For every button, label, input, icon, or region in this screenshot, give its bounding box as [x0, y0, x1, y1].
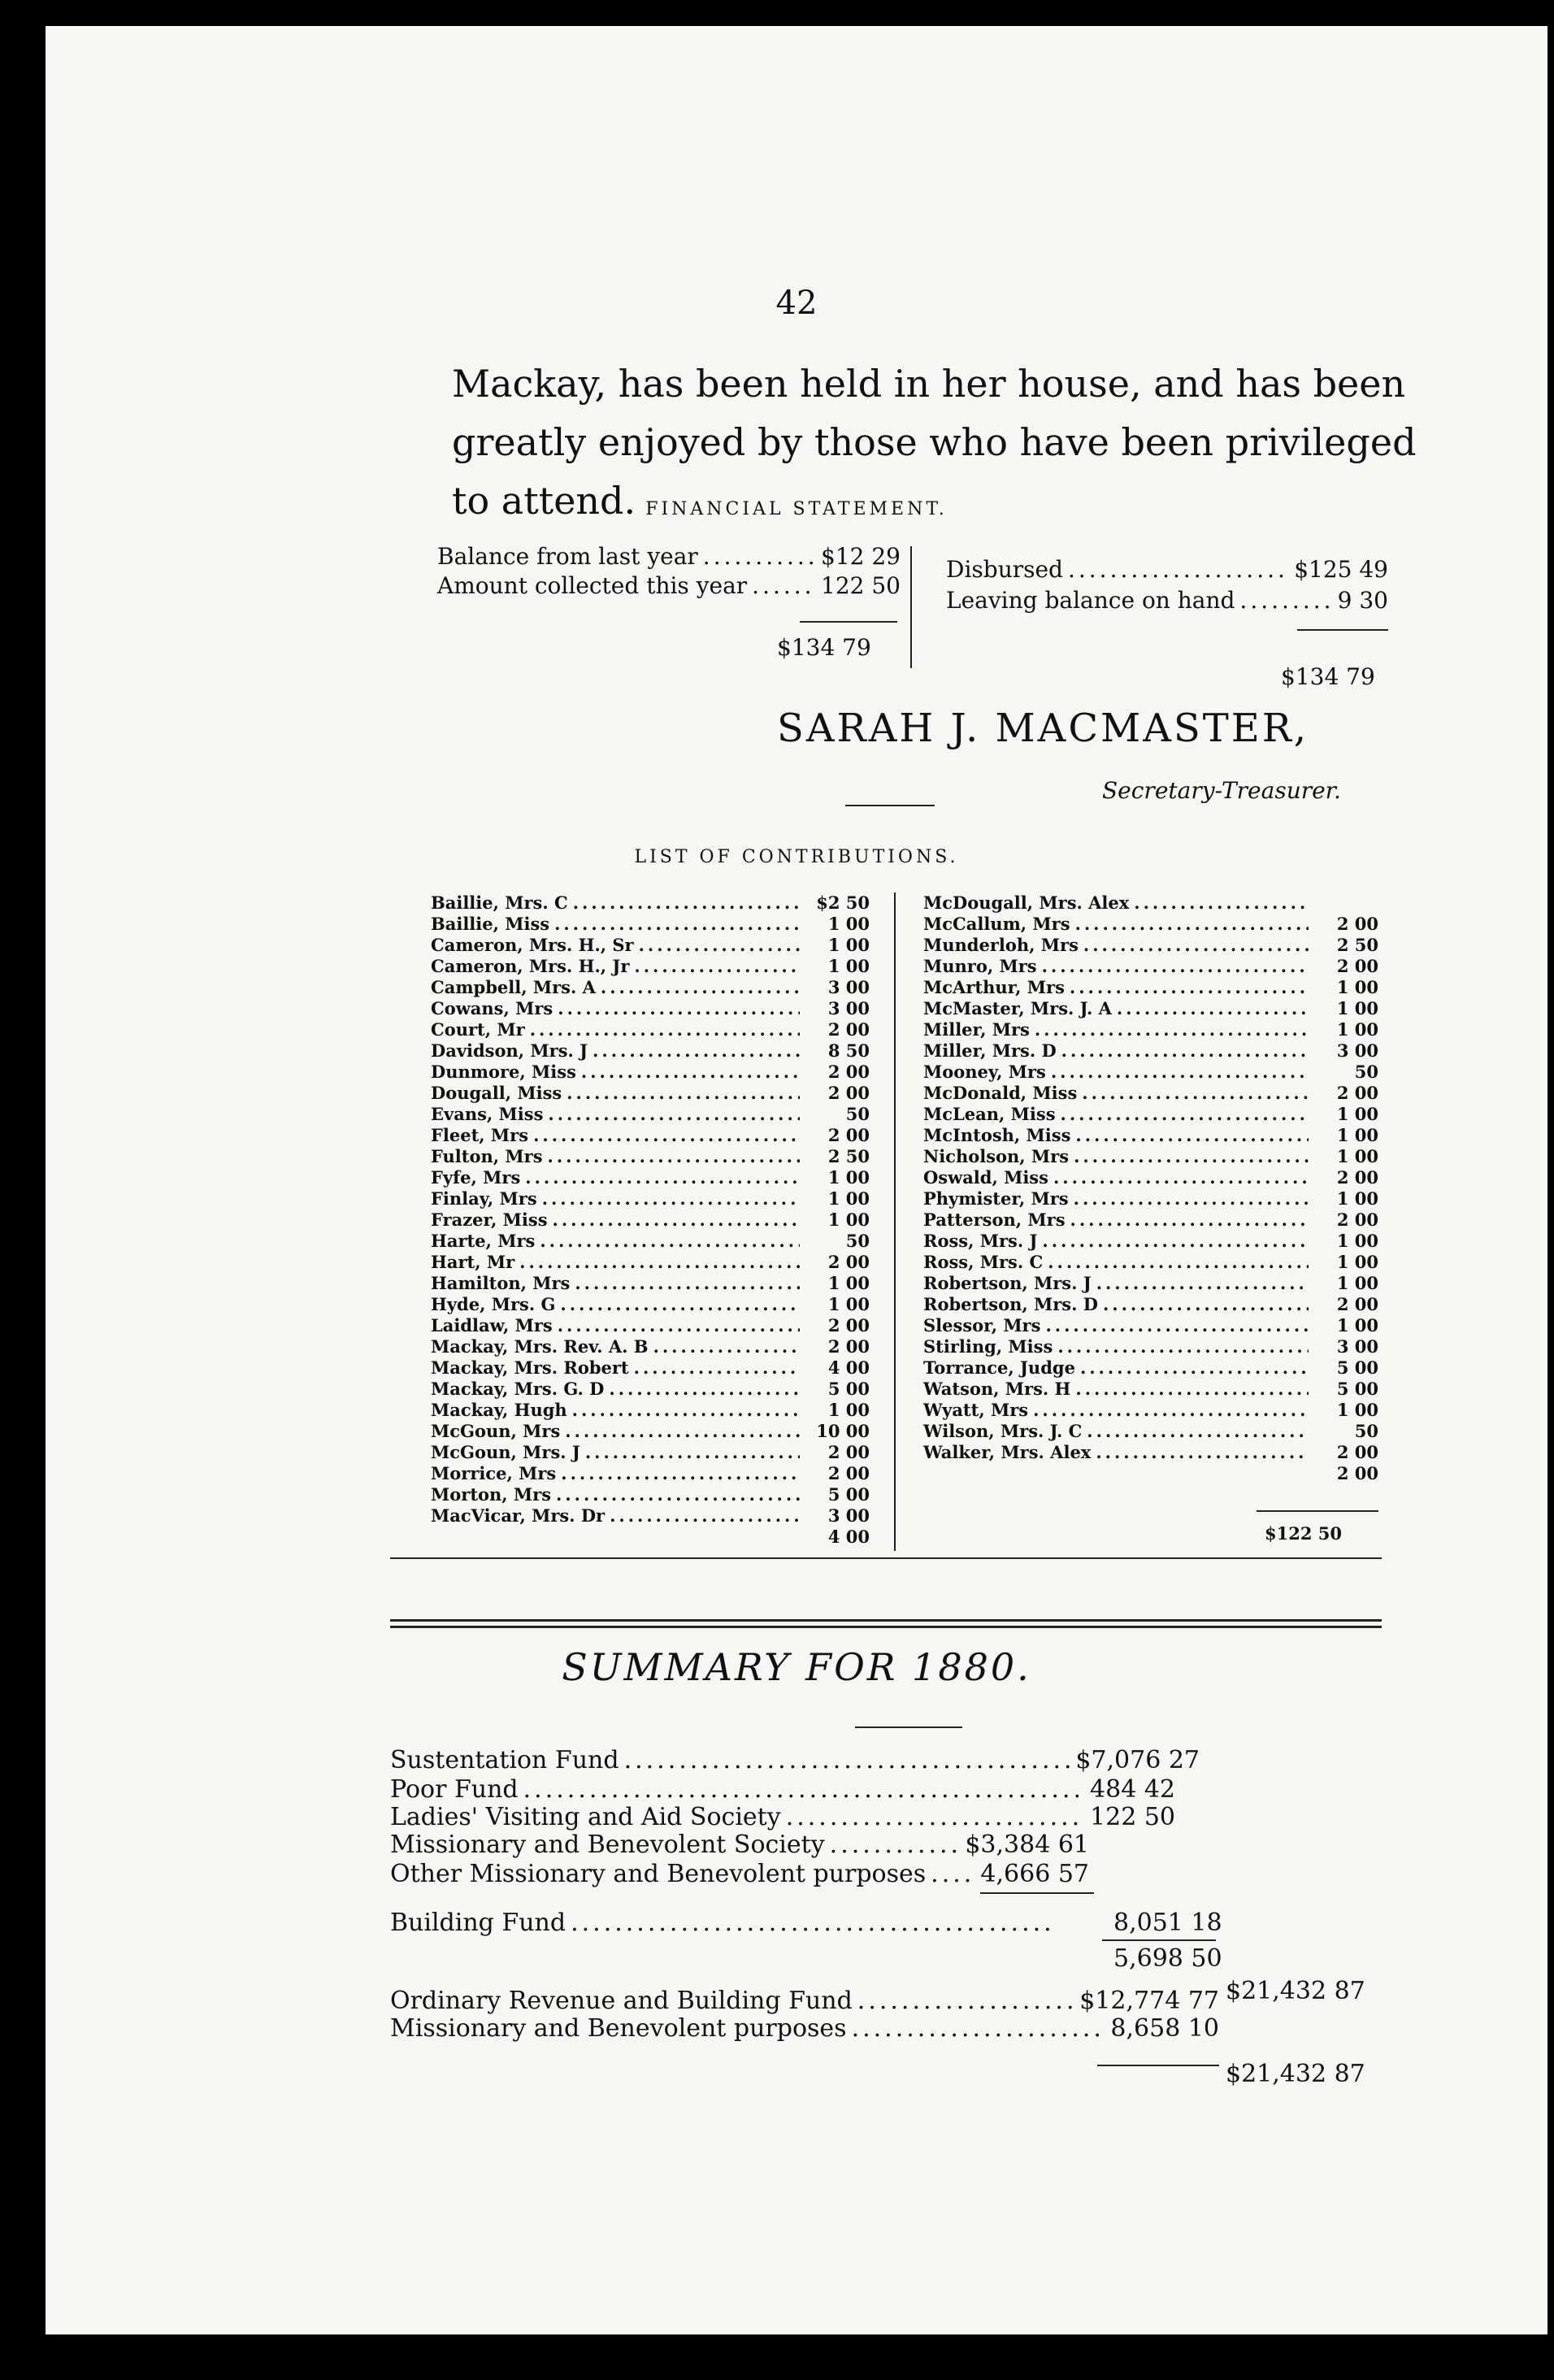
left-total-rule: [800, 621, 897, 623]
contribution-row: [923, 1062, 1378, 1083]
contribution-amount: 1 00: [827, 1167, 870, 1188]
contribution-amount: 1 00: [1336, 1104, 1378, 1124]
contribution-row: [431, 1040, 870, 1062]
statement-divider: [910, 546, 912, 668]
contributor-name: McDonald, Miss: [923, 1083, 1078, 1103]
contribution-amount: 1 00: [827, 935, 870, 955]
poor-fund-amount: 484 42: [1090, 1775, 1175, 1804]
contributor-name: Walker, Mrs. Alex: [923, 1442, 1092, 1462]
contribution-amount: 3 00: [1336, 1336, 1378, 1357]
double-rule-2: [390, 1626, 1382, 1628]
contributor-name: Dougall, Miss: [431, 1083, 562, 1103]
contributor-name: McGoun, Mrs: [431, 1421, 561, 1441]
contributor-name: McCallum, Mrs: [923, 914, 1070, 934]
contribution-amount: 10 00: [816, 1421, 870, 1441]
contribution-row: [923, 1379, 1378, 1400]
contribution-row: [923, 1421, 1378, 1442]
contribution-amount: 2 00: [827, 1336, 870, 1357]
subtotal-rule-2: [1102, 1939, 1216, 1941]
contribution-row: [431, 1527, 870, 1548]
contributor-name: Torrance, Judge: [923, 1357, 1075, 1378]
right-total-amount: $134 79: [1281, 663, 1375, 690]
intro-paragraph: Mackay, has been held in her house, and has been greatly enjoyed by those who have been privileged to attend.: [452, 362, 1417, 523]
contributions-right-column: [923, 892, 1378, 1484]
contributor-name: Phymister, Mrs: [923, 1188, 1069, 1209]
contribution-row: [923, 935, 1378, 956]
contribution-row: [923, 1463, 1378, 1484]
contribution-amount: 1 00: [827, 1188, 870, 1209]
disbursed-row: [946, 556, 1388, 583]
contribution-amount: 2 50: [1336, 935, 1378, 955]
other-missionary-amount: 4,666 57: [980, 1860, 1089, 1888]
contribution-row: [431, 977, 870, 998]
contribution-row: [431, 1294, 870, 1315]
contribution-row: [923, 1210, 1378, 1231]
contributor-name: Patterson, Mrs: [923, 1210, 1066, 1230]
contributor-name: Harte, Mrs: [431, 1231, 536, 1251]
poor-fund-label: Poor Fund: [390, 1775, 519, 1804]
contribution-amount: 1 00: [1336, 998, 1378, 1018]
grand-total-second: [1226, 2060, 1365, 2088]
contribution-row: [923, 1167, 1378, 1188]
contribution-amount: 50: [1354, 1062, 1378, 1082]
contributor-name: Mackay, Hugh: [431, 1400, 567, 1420]
contribution-row: [431, 1188, 870, 1210]
contribution-amount: 1 00: [1336, 1146, 1378, 1166]
missionary-purposes-label: Missionary and Benevolent purposes: [390, 2014, 847, 2043]
contributor-name: Munro, Mrs: [923, 956, 1037, 976]
contribution-row: [431, 1442, 870, 1463]
right-total: [1281, 663, 1375, 690]
contribution-amount: 1 00: [827, 1210, 870, 1230]
contribution-row: [923, 1294, 1378, 1315]
contribution-row: [923, 1336, 1378, 1357]
contributor-name: Watson, Mrs. H: [923, 1379, 1071, 1399]
contribution-row: [923, 1231, 1378, 1252]
contributor-name: McGoun, Mrs. J: [431, 1442, 580, 1462]
contributor-name: Cameron, Mrs. H., Jr: [431, 956, 630, 976]
contributor-name: Baillie, Mrs. C: [431, 892, 568, 913]
contribution-amount: 2 00: [1336, 1442, 1378, 1462]
contributor-name: Evans, Miss: [431, 1104, 544, 1124]
disbursed-label: Disbursed: [946, 556, 1063, 583]
subtotal-rule-1: [980, 1892, 1094, 1894]
contribution-amount: 3 00: [827, 998, 870, 1018]
contribution-row: [431, 1484, 870, 1505]
contribution-amount: 2 00: [827, 1315, 870, 1335]
contribution-amount: 2 00: [1336, 1294, 1378, 1314]
double-rule-1: [390, 1619, 1382, 1622]
contributor-name: Hyde, Mrs. G: [431, 1294, 556, 1314]
contribution-amount: 1 00: [827, 1400, 870, 1420]
contribution-row: [431, 1421, 870, 1442]
missionary-society-row: [390, 1831, 1089, 1859]
contribution-row: [431, 1505, 870, 1527]
contribution-row: [431, 1062, 870, 1083]
contribution-amount: 4 00: [827, 1357, 870, 1378]
contribution-amount: 1 00: [1336, 1019, 1378, 1040]
contributor-name: McLean, Miss: [923, 1104, 1056, 1124]
amount-collected-amount: 122 50: [821, 572, 901, 599]
missionary-purposes-amount: 8,658 10: [1110, 2014, 1219, 2043]
page-number: 42: [775, 284, 818, 322]
contributor-name: Davidson, Mrs. J: [431, 1040, 588, 1061]
final-rule: [1097, 2065, 1219, 2066]
contribution-amount: 2 00: [827, 1442, 870, 1462]
contribution-row: [923, 1104, 1378, 1125]
contribution-row: [431, 1336, 870, 1357]
contributor-name: Nicholson, Mrs: [923, 1146, 1070, 1166]
contributions-title: LIST OF CONTRIBUTIONS.: [634, 847, 959, 867]
contribution-amount: 2 00: [827, 1019, 870, 1040]
amount-collected-row: [437, 572, 901, 599]
sustentation-fund-label: Sustentation Fund: [390, 1746, 619, 1774]
building-fund-amount-cell: [1113, 1944, 1222, 1973]
contributor-name: Fleet, Mrs: [431, 1125, 529, 1145]
document-page: [46, 26, 1547, 2334]
building-fund-amount: 5,698 50: [1113, 1944, 1222, 1973]
contribution-amount: 8 50: [827, 1040, 870, 1061]
building-fund-label: Building Fund: [390, 1909, 566, 1937]
contribution-row: [923, 1146, 1378, 1167]
contribution-row: [923, 1273, 1378, 1294]
contribution-amount: $2 50: [816, 892, 870, 913]
contributor-name: Finlay, Mrs: [431, 1188, 537, 1209]
contribution-row: [923, 1400, 1378, 1421]
disbursed-amount: $125 49: [1294, 556, 1388, 583]
grand-total-first: [1226, 1977, 1365, 2005]
contributor-name: Wyatt, Mrs: [923, 1400, 1029, 1420]
sustentation-fund-amount: $7,076 27: [1075, 1746, 1200, 1774]
contribution-row: [431, 1252, 870, 1273]
separator-rule: [845, 805, 935, 806]
balance-on-hand-row: [946, 587, 1388, 614]
contribution-row: [431, 998, 870, 1019]
contribution-row: [431, 1083, 870, 1104]
contribution-amount: 1 00: [1336, 1252, 1378, 1272]
contribution-amount: 2 00: [827, 1252, 870, 1272]
ladies-society-amount: 122 50: [1090, 1803, 1175, 1831]
contribution-row: [923, 1315, 1378, 1336]
contribution-row: [431, 914, 870, 935]
contributor-name: Ross, Mrs. J: [923, 1231, 1038, 1251]
contribution-amount: 3 00: [827, 1505, 870, 1526]
contribution-row: [923, 892, 1378, 914]
contributor-name: Oswald, Miss: [923, 1167, 1048, 1188]
contributor-name: McMaster, Mrs. J. A: [923, 998, 1112, 1018]
contribution-row: [923, 1083, 1378, 1104]
contribution-row: [431, 935, 870, 956]
balance-last-year-row: [437, 543, 901, 570]
contributor-name: Campbell, Mrs. A: [431, 977, 596, 997]
contributor-name: Ross, Mrs. C: [923, 1252, 1044, 1272]
contribution-row: [431, 1146, 870, 1167]
signature-title: Secretary-Treasurer.: [1102, 777, 1341, 804]
contribution-row: [431, 1125, 870, 1146]
contribution-amount: 3 00: [1336, 1040, 1378, 1061]
building-fund-row: [390, 1909, 1057, 1937]
contribution-row: [431, 1231, 870, 1252]
contribution-amount: 1 00: [1336, 1188, 1378, 1209]
amount-collected-label: Amount collected this year: [437, 572, 748, 599]
contribution-amount: 4 00: [827, 1527, 870, 1547]
balance-on-hand-label: Leaving balance on hand: [946, 587, 1235, 614]
contribution-row: [923, 998, 1378, 1019]
contributor-name: Stirling, Miss: [923, 1336, 1053, 1357]
contribution-row: [431, 1315, 870, 1336]
contribution-amount: 5 00: [827, 1379, 870, 1399]
sustentation-fund-row: [390, 1746, 1200, 1774]
contributor-name: Slessor, Mrs: [923, 1315, 1041, 1335]
contributor-name: Fulton, Mrs: [431, 1146, 543, 1166]
contributor-name: Fyfe, Mrs: [431, 1167, 521, 1188]
contributor-name: Cowans, Mrs: [431, 998, 553, 1018]
contributor-name: Laidlaw, Mrs: [431, 1315, 553, 1335]
contribution-amount: 1 00: [1336, 1125, 1378, 1145]
missionary-society-label: Missionary and Benevolent Society: [390, 1831, 825, 1859]
other-missionary-label: Other Missionary and Benevolent purposes: [390, 1860, 927, 1888]
contribution-row: [923, 1040, 1378, 1062]
contributions-left-column: [431, 892, 870, 1548]
contributor-name: McDougall, Mrs. Alex: [923, 892, 1130, 913]
subtotal-1: [1113, 1909, 1222, 1937]
contribution-row: [431, 1167, 870, 1188]
contribution-amount: 2 50: [827, 1146, 870, 1166]
contribution-amount: 1 00: [827, 1273, 870, 1293]
contribution-amount: 50: [1354, 1421, 1378, 1441]
financial-statement-title: FINANCIAL STATEMENT.: [645, 499, 948, 519]
contribution-row: [431, 1379, 870, 1400]
contribution-amount: 2 00: [827, 1125, 870, 1145]
ladies-society-row: [390, 1803, 1175, 1831]
contributor-name: Miller, Mrs. D: [923, 1040, 1057, 1061]
contributor-name: Hamilton, Mrs: [431, 1273, 571, 1293]
contribution-amount: 1 00: [1336, 1231, 1378, 1251]
contributor-name: Mackay, Mrs. Rev. A. B: [431, 1336, 649, 1357]
signature-name: SARAH J. MACMASTER,: [777, 706, 1309, 751]
contributor-name: Munderloh, Mrs: [923, 935, 1079, 955]
contributor-name: Mackay, Mrs. Robert: [431, 1357, 629, 1378]
contribution-amount: 2 00: [1336, 1167, 1378, 1188]
contribution-amount: 2 00: [1336, 1083, 1378, 1103]
contribution-amount: 2 00: [827, 1062, 870, 1082]
balance-on-hand-amount: 9 30: [1337, 587, 1388, 614]
contribution-amount: 2 00: [1336, 1210, 1378, 1230]
contributor-name: Court, Mr: [431, 1019, 525, 1040]
contributor-name: MacVicar, Mrs. Dr: [431, 1505, 606, 1526]
contribution-row: [923, 1019, 1378, 1040]
contribution-row: [431, 892, 870, 914]
contributions-divider: [894, 892, 896, 1551]
double-rule-thin: [390, 1557, 1382, 1559]
contributor-name: Morton, Mrs: [431, 1484, 552, 1505]
contributor-name: Dunmore, Miss: [431, 1062, 576, 1082]
contribution-amount: 1 00: [827, 914, 870, 934]
contribution-amount: 50: [845, 1104, 870, 1124]
contribution-row: [923, 1442, 1378, 1463]
contribution-row: [431, 1463, 870, 1484]
contribution-row: [923, 1252, 1378, 1273]
contribution-amount: 5 00: [1336, 1379, 1378, 1399]
contributor-name: Robertson, Mrs. D: [923, 1294, 1098, 1314]
summary-rule: [855, 1726, 962, 1728]
contribution-row: [923, 1357, 1378, 1379]
missionary-purposes-row: [390, 2014, 1219, 2043]
contribution-row: [923, 914, 1378, 935]
contribution-row: [431, 1400, 870, 1421]
contributor-name: McIntosh, Miss: [923, 1125, 1071, 1145]
contributor-name: Hart, Mr: [431, 1252, 515, 1272]
contribution-row: [431, 956, 870, 977]
contributor-name: McArthur, Mrs: [923, 977, 1065, 997]
balance-last-year-amount: $12 29: [821, 543, 901, 570]
contributor-name: Miller, Mrs: [923, 1019, 1030, 1040]
contributor-name: Mackay, Mrs. G. D: [431, 1379, 605, 1399]
poor-fund-row: [390, 1775, 1175, 1804]
contribution-amount: 2 00: [1336, 914, 1378, 934]
contribution-amount: 2 00: [1336, 956, 1378, 976]
left-total: [777, 634, 871, 661]
contribution-row: [923, 1188, 1378, 1210]
contributor-name: Baillie, Miss: [431, 914, 550, 934]
ordinary-revenue-amount: $12,774 77: [1079, 1987, 1219, 2015]
contributor-name: Mooney, Mrs: [923, 1062, 1046, 1082]
contribution-row: [431, 1019, 870, 1040]
contribution-amount: 3 00: [827, 977, 870, 997]
contribution-amount: 50: [845, 1231, 870, 1251]
contributions-total: $122 50: [1265, 1523, 1342, 1544]
contribution-amount: 1 00: [1336, 1273, 1378, 1293]
contributor-name: Wilson, Mrs. J. C: [923, 1421, 1083, 1441]
contribution-amount: 2 00: [1336, 1463, 1378, 1483]
contribution-amount: 2 00: [827, 1463, 870, 1483]
contribution-row: [431, 1104, 870, 1125]
contribution-amount: 1 00: [827, 1294, 870, 1314]
contribution-amount: 5 00: [1336, 1357, 1378, 1378]
summary-title: SUMMARY FOR 1880.: [562, 1645, 1031, 1689]
ladies-society-label: Ladies' Visiting and Aid Society: [390, 1803, 781, 1831]
ordinary-revenue-row: [390, 1987, 1219, 2015]
contributor-name: Cameron, Mrs. H., Sr: [431, 935, 634, 955]
contribution-row: [431, 1273, 870, 1294]
grand-total-second-amount: $21,432 87: [1226, 2060, 1365, 2088]
contribution-row: [431, 1357, 870, 1379]
contribution-row: [923, 956, 1378, 977]
other-missionary-row: [390, 1860, 1089, 1888]
contribution-amount: 1 00: [1336, 1315, 1378, 1335]
contribution-amount: 1 00: [1336, 1400, 1378, 1420]
contribution-amount: 1 00: [827, 956, 870, 976]
left-total-amount: $134 79: [777, 634, 871, 661]
subtotal-1-amount: 8,051 18: [1113, 1909, 1222, 1937]
contribution-amount: 5 00: [827, 1484, 870, 1505]
contribution-row: [923, 1125, 1378, 1146]
contribution-row: [431, 1210, 870, 1231]
balance-last-year-label: Balance from last year: [437, 543, 698, 570]
contribution-amount: 1 00: [1336, 977, 1378, 997]
contributor-name: Robertson, Mrs. J: [923, 1273, 1092, 1293]
contributions-total-rule: [1257, 1510, 1378, 1512]
contribution-row: [923, 977, 1378, 998]
contribution-amount: 2 00: [827, 1083, 870, 1103]
ordinary-revenue-label: Ordinary Revenue and Building Fund: [390, 1987, 853, 2015]
grand-total-first-amount: $21,432 87: [1226, 1977, 1365, 2005]
right-total-rule: [1297, 629, 1388, 631]
contributor-name: Morrice, Mrs: [431, 1463, 557, 1483]
contributor-name: Frazer, Miss: [431, 1210, 548, 1230]
missionary-society-amount: $3,384 61: [965, 1831, 1089, 1859]
